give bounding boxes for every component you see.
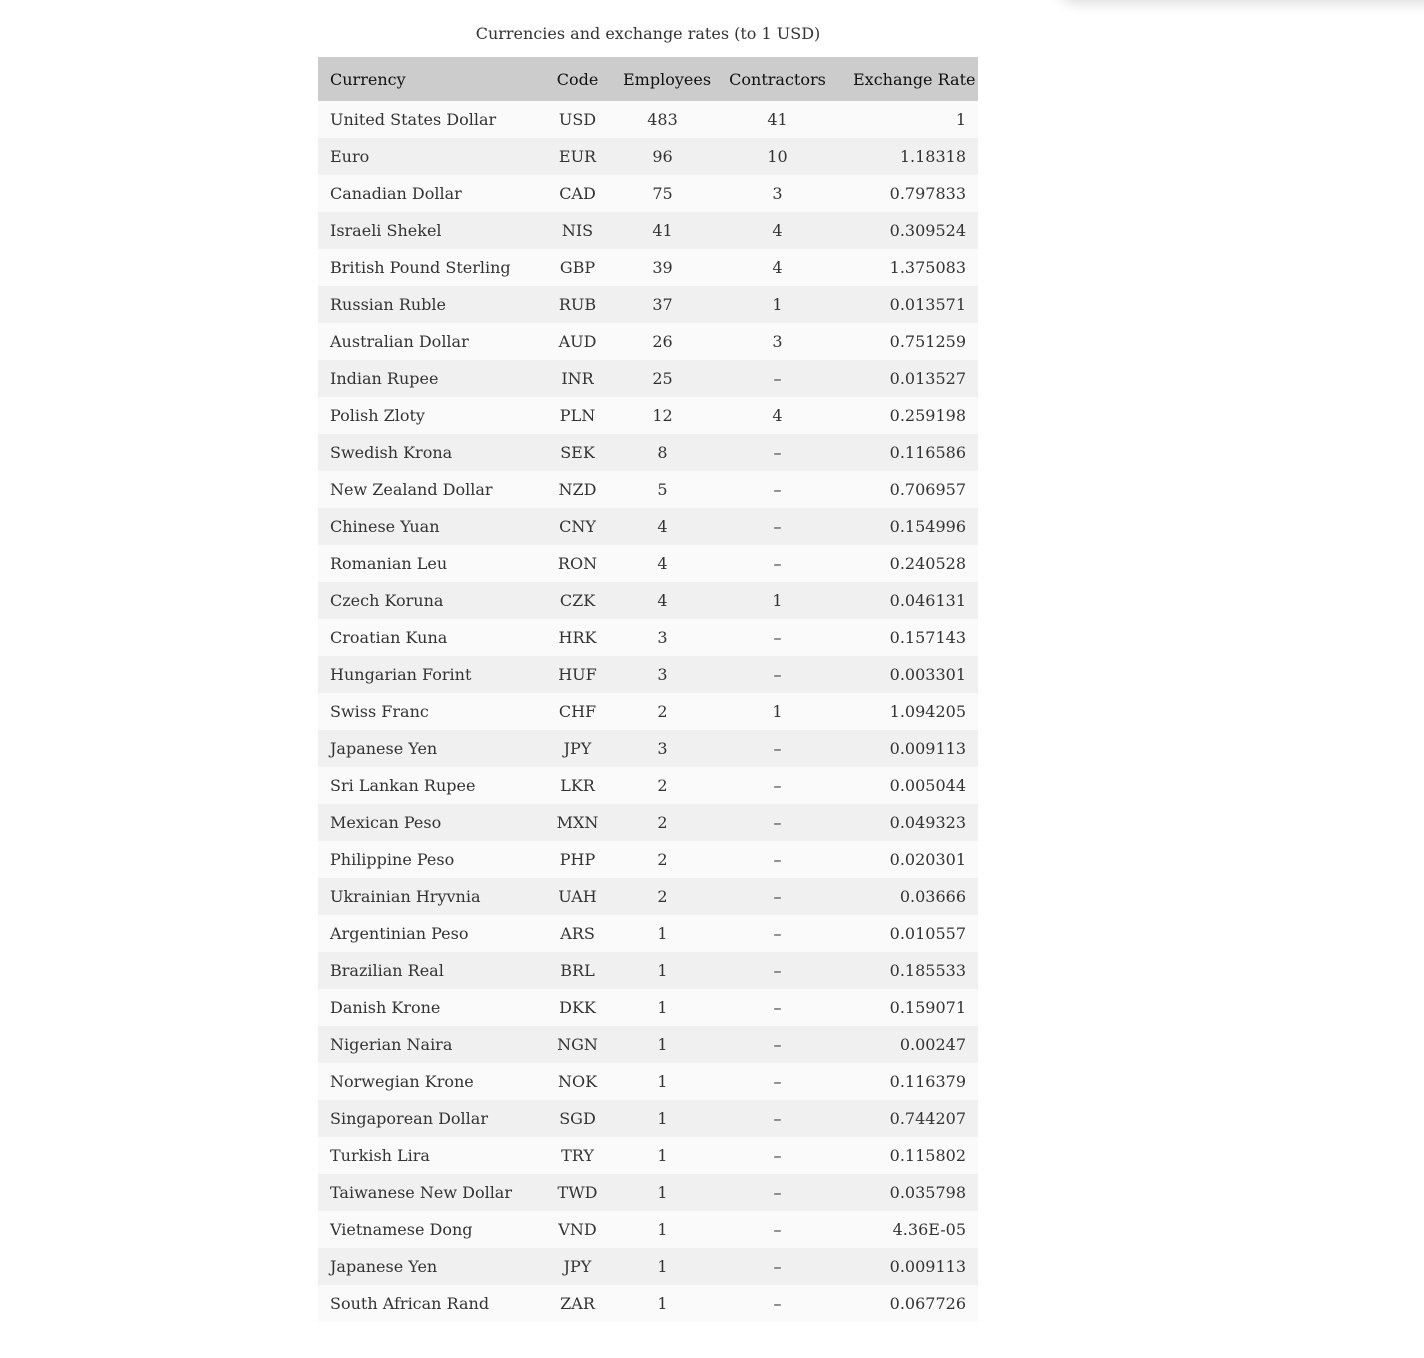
cell-currency: Singaporean Dollar <box>330 1109 488 1128</box>
cell-code: NIS <box>561 221 594 240</box>
cell-employees: 5 <box>657 480 668 499</box>
cell-contractors: – <box>773 1220 782 1239</box>
cell-exchange-rate: 1.094205 <box>889 702 966 721</box>
cell-contractors: – <box>773 1109 782 1128</box>
cell-currency: Australian Dollar <box>330 332 469 351</box>
cell-contractors: – <box>773 961 782 980</box>
cell-contractors: – <box>773 480 782 499</box>
cell-employees: 39 <box>652 258 673 277</box>
cell-employees: 1 <box>657 1072 668 1091</box>
cell-exchange-rate: 0.309524 <box>889 221 966 240</box>
cell-code: JPY <box>563 1257 592 1276</box>
cell-employees: 8 <box>657 443 668 462</box>
cell-currency: Indian Rupee <box>330 369 439 388</box>
cell-contractors: 1 <box>772 591 783 610</box>
cell-code: AUD <box>558 332 597 351</box>
table-row <box>318 1100 978 1137</box>
cell-contractors: – <box>773 1183 782 1202</box>
cell-exchange-rate: 0.116586 <box>889 443 966 462</box>
cell-employees: 4 <box>657 591 668 610</box>
cell-contractors: 4 <box>772 258 783 277</box>
cell-contractors: 1 <box>772 702 783 721</box>
cell-currency: South African Rand <box>330 1294 490 1313</box>
cell-exchange-rate: 0.03666 <box>899 887 966 906</box>
header-contractors: Contractors <box>729 69 826 89</box>
table-caption: Currencies and exchange rates (to 1 USD) <box>475 24 821 43</box>
cell-code: UAH <box>558 887 597 906</box>
cell-exchange-rate: 0.005044 <box>889 776 966 795</box>
cell-exchange-rate: 0.159071 <box>889 998 966 1017</box>
cell-contractors: – <box>773 1146 782 1165</box>
cell-currency: Croatian Kuna <box>330 628 448 647</box>
cell-code: ZAR <box>560 1294 595 1313</box>
cell-contractors: 41 <box>767 110 788 129</box>
cell-currency: Sri Lankan Rupee <box>330 776 476 795</box>
cell-currency: United States Dollar <box>330 110 497 129</box>
cell-employees: 12 <box>652 406 673 425</box>
cell-currency: Hungarian Forint <box>330 665 472 684</box>
cell-employees: 1 <box>657 1183 668 1202</box>
cell-currency: Russian Ruble <box>330 295 446 314</box>
cell-contractors: – <box>773 739 782 758</box>
cell-employees: 3 <box>657 739 668 758</box>
cell-employees: 2 <box>657 887 668 906</box>
cell-code: SGD <box>559 1109 596 1128</box>
table-row <box>318 1137 978 1174</box>
cell-exchange-rate: 1.18318 <box>899 147 966 166</box>
cell-exchange-rate: 0.013571 <box>889 295 966 314</box>
cell-contractors: 4 <box>772 221 783 240</box>
cell-code: ARS <box>560 924 595 943</box>
cell-exchange-rate: 0.020301 <box>889 850 966 869</box>
cell-code: TRY <box>561 1146 594 1165</box>
cell-code: VND <box>558 1220 597 1239</box>
cell-exchange-rate: 0.067726 <box>889 1294 966 1313</box>
table-row <box>318 286 978 323</box>
cell-employees: 4 <box>657 554 668 573</box>
cell-code: GBP <box>559 258 596 277</box>
cell-code: EUR <box>558 147 597 166</box>
cell-currency: Turkish Lira <box>330 1146 430 1165</box>
cell-currency: Taiwanese New Dollar <box>330 1183 512 1202</box>
cell-currency: Argentinian Peso <box>330 924 469 943</box>
table-row <box>318 915 978 952</box>
cell-employees: 37 <box>652 295 673 314</box>
table-row <box>318 138 978 175</box>
cell-exchange-rate: 0.154996 <box>889 517 966 536</box>
cell-contractors: – <box>773 369 782 388</box>
cell-code: SEK <box>560 443 595 462</box>
cell-exchange-rate: 0.744207 <box>889 1109 966 1128</box>
cell-exchange-rate: 1.375083 <box>889 258 966 277</box>
table-row <box>318 1248 978 1285</box>
cell-currency: Swedish Krona <box>330 443 453 462</box>
cell-exchange-rate: 0.706957 <box>889 480 966 499</box>
cell-exchange-rate: 4.36E-05 <box>892 1220 966 1239</box>
table-row <box>318 249 978 286</box>
cell-employees: 1 <box>657 1146 668 1165</box>
cell-code: PHP <box>559 850 596 869</box>
cell-code: NZD <box>558 480 597 499</box>
table-row <box>318 360 978 397</box>
cell-code: MXN <box>556 813 599 832</box>
header-code: Code <box>556 69 599 89</box>
table-header-row <box>318 57 978 101</box>
cell-exchange-rate: 0.240528 <box>889 554 966 573</box>
cell-exchange-rate: 0.049323 <box>889 813 966 832</box>
cell-exchange-rate: 0.00247 <box>899 1035 966 1054</box>
table-row <box>318 767 978 804</box>
cell-contractors: 10 <box>767 147 788 166</box>
cell-currency: Japanese Yen <box>330 1257 438 1276</box>
cell-contractors: 3 <box>772 184 783 203</box>
cell-employees: 75 <box>652 184 673 203</box>
cell-contractors: – <box>773 1072 782 1091</box>
table-row <box>318 101 978 138</box>
table-row <box>318 545 978 582</box>
cell-code: TWD <box>557 1183 598 1202</box>
cell-employees: 96 <box>652 147 673 166</box>
cell-exchange-rate: 0.046131 <box>889 591 966 610</box>
cell-exchange-rate: 0.013527 <box>889 369 966 388</box>
cell-currency: Euro <box>330 147 370 166</box>
cell-currency: British Pound Sterling <box>330 258 511 277</box>
cell-currency: Czech Koruna <box>330 591 444 610</box>
cell-code: CAD <box>559 184 596 203</box>
cell-employees: 483 <box>647 110 678 129</box>
cell-contractors: – <box>773 924 782 943</box>
cell-employees: 2 <box>657 813 668 832</box>
table-row <box>318 841 978 878</box>
cell-employees: 3 <box>657 665 668 684</box>
cell-contractors: – <box>773 887 782 906</box>
cell-code: LKR <box>560 776 595 795</box>
cell-contractors: – <box>773 517 782 536</box>
cell-currency: Danish Krone <box>330 998 441 1017</box>
cell-code: USD <box>558 110 597 129</box>
currency-table-container <box>318 18 978 1322</box>
table-row <box>318 471 978 508</box>
table-row <box>318 323 978 360</box>
cell-contractors: – <box>773 628 782 647</box>
cell-contractors: 3 <box>772 332 783 351</box>
cell-currency: Nigerian Naira <box>330 1035 453 1054</box>
table-row <box>318 1063 978 1100</box>
header-employees: Employees <box>623 69 712 89</box>
cell-employees: 26 <box>652 332 673 351</box>
header-exchange-rate: Exchange Rate <box>853 69 976 89</box>
cell-contractors: – <box>773 1294 782 1313</box>
cell-code: NGN <box>557 1035 598 1054</box>
cell-currency: Brazilian Real <box>330 961 444 980</box>
cell-code: RUB <box>558 295 597 314</box>
cell-currency: Polish Zloty <box>330 406 425 425</box>
cell-code: HUF <box>558 665 597 684</box>
table-row <box>318 730 978 767</box>
cell-code: DKK <box>559 998 596 1017</box>
cell-currency: Israeli Shekel <box>330 221 442 240</box>
cell-exchange-rate: 0.010557 <box>889 924 966 943</box>
cell-exchange-rate: 0.009113 <box>889 739 966 758</box>
cell-contractors: – <box>773 1257 782 1276</box>
cell-contractors: – <box>773 813 782 832</box>
table-row <box>318 434 978 471</box>
cell-code: CNY <box>559 517 596 536</box>
cell-currency: Chinese Yuan <box>330 517 440 536</box>
cell-contractors: 4 <box>772 406 783 425</box>
cell-employees: 2 <box>657 850 668 869</box>
cell-contractors: – <box>773 998 782 1017</box>
table-row <box>318 397 978 434</box>
cell-employees: 1 <box>657 1035 668 1054</box>
table-row <box>318 508 978 545</box>
table-row <box>318 1026 978 1063</box>
cell-exchange-rate: 0.003301 <box>889 665 966 684</box>
cell-exchange-rate: 0.751259 <box>889 332 966 351</box>
cell-employees: 2 <box>657 776 668 795</box>
table-row <box>318 952 978 989</box>
currency-table <box>318 57 978 1322</box>
table-row <box>318 175 978 212</box>
cell-currency: Vietnamese Dong <box>330 1220 473 1239</box>
cell-code: CZK <box>559 591 596 610</box>
table-row <box>318 693 978 730</box>
cell-employees: 1 <box>657 998 668 1017</box>
cell-currency: Romanian Leu <box>330 554 448 573</box>
cell-employees: 2 <box>657 702 668 721</box>
cell-contractors: – <box>773 1035 782 1054</box>
cell-currency: Philippine Peso <box>330 850 455 869</box>
cell-currency: Japanese Yen <box>330 739 438 758</box>
cell-contractors: – <box>773 776 782 795</box>
cell-employees: 3 <box>657 628 668 647</box>
cell-code: INR <box>561 369 594 388</box>
cell-employees: 1 <box>657 1294 668 1313</box>
table-body <box>318 101 978 1322</box>
cell-exchange-rate: 0.009113 <box>889 1257 966 1276</box>
cell-employees: 1 <box>657 1257 668 1276</box>
cell-employees: 1 <box>657 1220 668 1239</box>
table-row <box>318 582 978 619</box>
cell-currency: New Zealand Dollar <box>330 480 493 499</box>
cell-exchange-rate: 0.035798 <box>889 1183 966 1202</box>
table-row <box>318 619 978 656</box>
cell-code: PLN <box>559 406 596 425</box>
cell-currency: Ukrainian Hryvnia <box>330 887 481 906</box>
cell-currency: Canadian Dollar <box>330 184 462 203</box>
cell-employees: 25 <box>652 369 673 388</box>
cell-code: JPY <box>563 739 592 758</box>
cell-code: HRK <box>558 628 597 647</box>
cell-exchange-rate: 1 <box>955 110 966 129</box>
cell-exchange-rate: 0.259198 <box>889 406 966 425</box>
cell-currency: Swiss Franc <box>330 702 429 721</box>
table-row <box>318 1211 978 1248</box>
cell-contractors: – <box>773 665 782 684</box>
cell-contractors: – <box>773 443 782 462</box>
cell-code: RON <box>557 554 598 573</box>
table-row <box>318 878 978 915</box>
cell-currency: Norwegian Krone <box>330 1072 474 1091</box>
table-row <box>318 1285 978 1322</box>
cell-exchange-rate: 0.115802 <box>889 1146 966 1165</box>
cell-code: NOK <box>557 1072 598 1091</box>
cell-employees: 41 <box>652 221 673 240</box>
cell-currency: Mexican Peso <box>330 813 442 832</box>
cell-exchange-rate: 0.185533 <box>889 961 966 980</box>
cell-employees: 1 <box>657 961 668 980</box>
cell-contractors: – <box>773 850 782 869</box>
cell-contractors: – <box>773 554 782 573</box>
cell-code: CHF <box>558 702 597 721</box>
cell-contractors: 1 <box>772 295 783 314</box>
cell-code: BRL <box>560 961 595 980</box>
table-row <box>318 1174 978 1211</box>
cell-employees: 1 <box>657 1109 668 1128</box>
cell-employees: 4 <box>657 517 668 536</box>
table-row <box>318 656 978 693</box>
cell-exchange-rate: 0.157143 <box>889 628 966 647</box>
cell-employees: 1 <box>657 924 668 943</box>
header-currency: Currency <box>330 69 406 89</box>
table-row <box>318 804 978 841</box>
cell-exchange-rate: 0.116379 <box>889 1072 966 1091</box>
table-row <box>318 989 978 1026</box>
cell-exchange-rate: 0.797833 <box>889 184 966 203</box>
table-row <box>318 212 978 249</box>
